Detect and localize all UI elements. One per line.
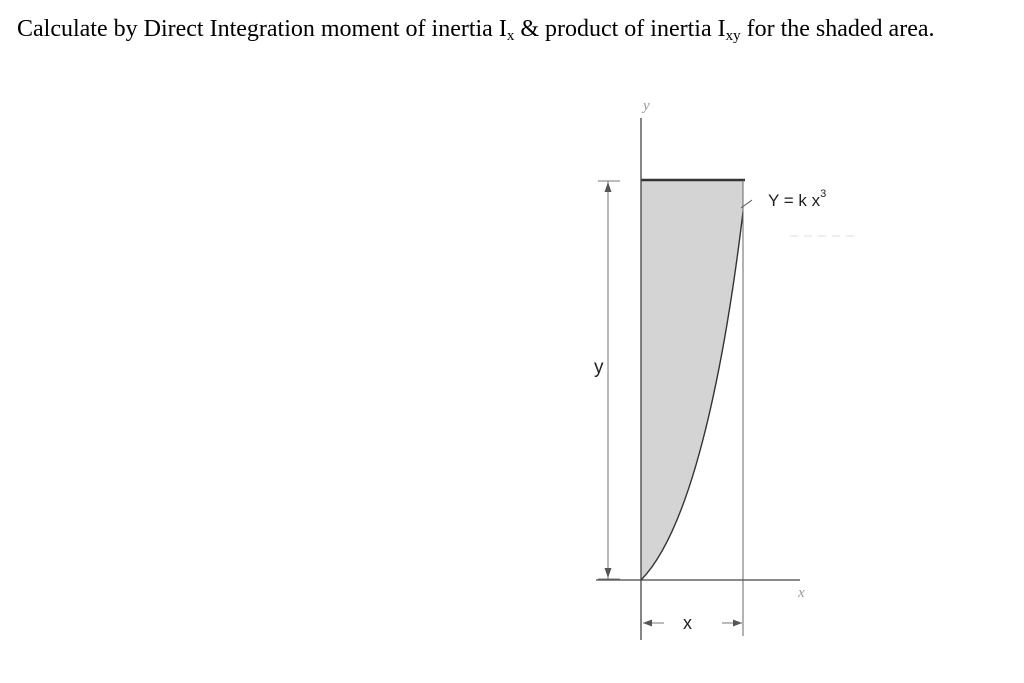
problem-text-part-1: Calculate by Direct Integration moment of inertia I (17, 16, 507, 42)
y-axis-label: y (643, 98, 650, 114)
shaded-region (641, 180, 743, 580)
height-dimension-label: y (594, 357, 604, 378)
problem-text-part-2: & product of inertia I (514, 16, 726, 42)
width-arrow-left (643, 620, 652, 627)
height-arrow-bottom (605, 568, 612, 578)
curve-equation-label (768, 188, 826, 210)
width-arrow-right (733, 620, 742, 627)
curve-equation-base: Y = k x (768, 191, 821, 210)
width-dimension-label: x (683, 613, 692, 633)
x-axis-label: x (798, 585, 805, 601)
subscript-x: x (506, 28, 515, 44)
problem-text-part-3: for the shaded area. (740, 16, 935, 42)
subscript-xy: xy (725, 28, 741, 44)
curve-equation-exponent: 3 (820, 188, 827, 200)
height-arrow-top (605, 182, 612, 192)
